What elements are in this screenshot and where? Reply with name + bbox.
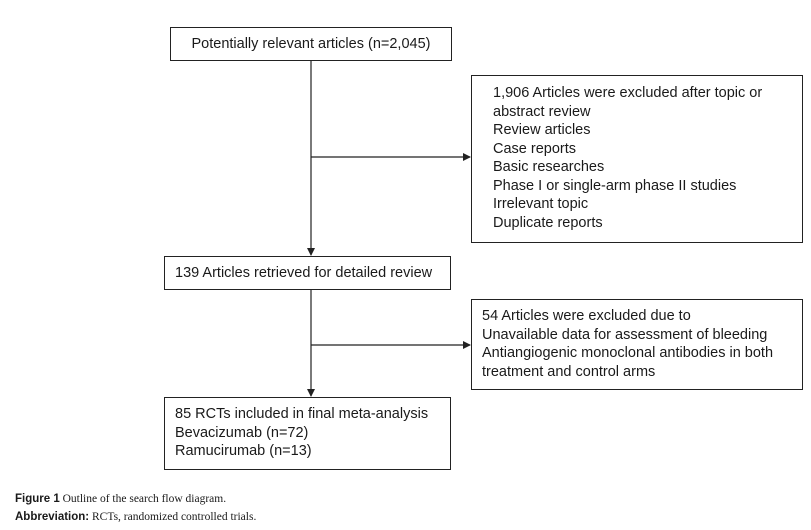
exclusion1-line: 1,906 Articles were excluded after topic or (493, 85, 763, 101)
exclusion1-line: Duplicate reports (493, 214, 603, 231)
figure-caption-text: Outline of the search flow diagram. (62, 493, 227, 505)
exclusion1-line: abstract review (493, 103, 591, 120)
exclusion2-line: Antiangiogenic monoclonal antibodies in both (482, 345, 774, 361)
box-excluded-topic-review (471, 75, 803, 243)
exclusion1-line: Phase I or single-arm phase II studies (493, 177, 737, 194)
abbreviation-text: RCTs, randomized controlled trials. (92, 511, 257, 523)
figure-caption (15, 492, 226, 506)
box-retrieved-text: 139 Articles retrieved for detailed review (175, 265, 433, 281)
final-line: Bevacizumab (n=72) (175, 424, 309, 441)
box-articles-retrieved (164, 256, 451, 290)
box-potentially-relevant (170, 27, 452, 61)
abbreviation-note (15, 510, 256, 524)
exclusion1-line: Case reports (493, 140, 577, 157)
abbreviation-label: Abbreviation: (15, 511, 90, 523)
box-excluded-detailed-review (471, 299, 803, 390)
exclusion1-line: Review articles (493, 122, 591, 138)
figure-label: Figure 1 (15, 493, 60, 505)
exclusion2-line: Unavailable data for assessment of bleeding (482, 326, 768, 343)
exclusion2-line: treatment and control arms (482, 363, 656, 380)
exclusion1-line: Irrelevant topic (493, 196, 589, 212)
exclusion2-line: 54 Articles were excluded due to (482, 308, 691, 324)
final-line: 85 RCTs included in final meta-analysis (175, 406, 429, 422)
box-start-text: Potentially relevant articles (n=2,045) (191, 36, 431, 52)
box-final-included (164, 397, 451, 470)
exclusion1-line: Basic researches (493, 159, 605, 175)
final-line: Ramucirumab (n=13) (175, 443, 312, 459)
